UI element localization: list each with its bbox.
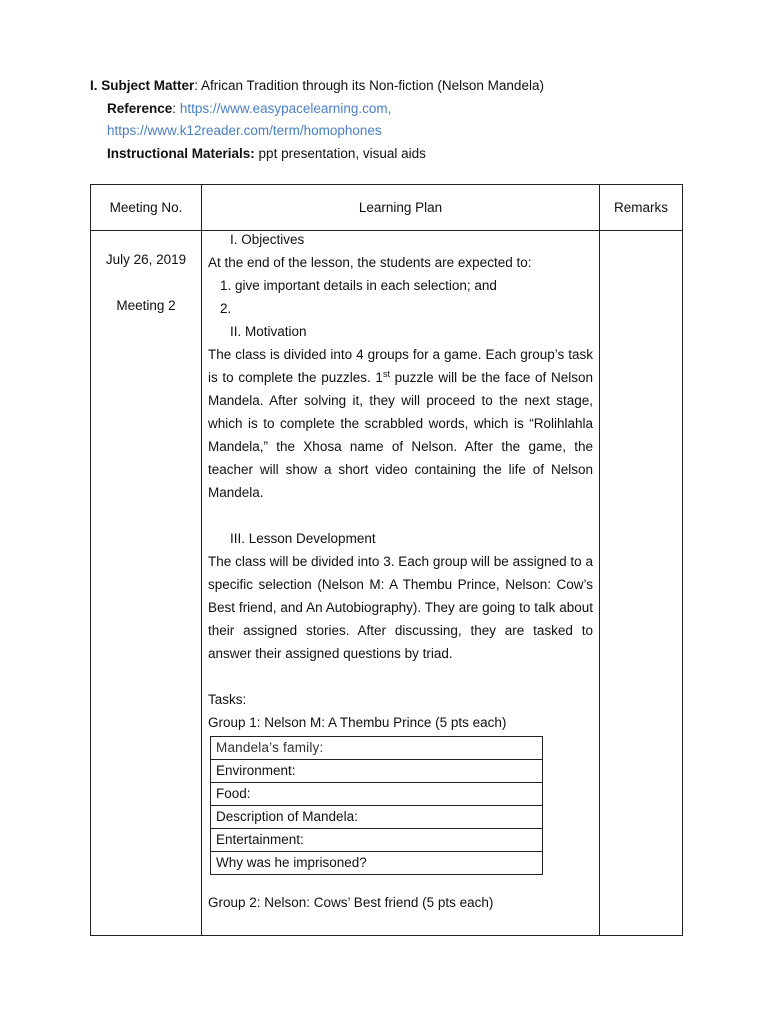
motivation-text-a: The class is divided into 4 groups for a game. Each group’s task is to complete the puzzles. 1 — [208, 347, 593, 385]
lesson-plan-table — [90, 184, 683, 936]
reference-colon: : — [172, 101, 180, 116]
header-learning-plan: Learning Plan — [202, 185, 600, 231]
task-entertainment: Entertainment: — [211, 829, 543, 852]
motivation-heading: II. Motivation — [230, 324, 307, 339]
reference-link-k12reader[interactable]: https://www.k12reader.com/term/homophones — [107, 123, 382, 138]
table-header-row — [91, 185, 683, 231]
table-body-row — [91, 231, 683, 936]
motivation-text — [208, 343, 593, 504]
header-meeting-no: Meeting No. — [91, 185, 202, 231]
materials-value: ppt presentation, visual aids — [254, 146, 426, 161]
motivation-text-b: puzzle will be the face of Nelson Mandela. After solving it, they will proceed to the next stage, which is to complete the scrabbled words, which is “Rolihlahla Mandela,” the Xhosa name of Nelson. After the game, the teacher will show a short video containing the life of Nelson Mandela. — [208, 370, 593, 500]
table-row — [211, 783, 543, 806]
task-environment: Environment: — [211, 760, 543, 783]
materials-label: Instructional Materials: — [107, 146, 255, 161]
objective-2: 2. — [220, 301, 232, 316]
meeting-cell — [91, 231, 202, 936]
lesson-development-text: The class will be divided into 3. Each group will be assigned to a specific selection (Nelson M: A Thembu Prince, Nelson: Cow’s Best friend, and An Autobiography). They are going to talk about their assigned stories. After discussing, they are tasked to answer their assigned questions by triad. — [208, 554, 593, 661]
subject-matter-label: I. Subject Matter — [90, 78, 195, 93]
tasks-label: Tasks: — [208, 692, 247, 707]
group1-task-table — [210, 736, 543, 875]
lesson-development-heading: III. Lesson Development — [230, 531, 376, 546]
table-row — [211, 760, 543, 783]
header-remarks: Remarks — [600, 185, 683, 231]
group2-label: Group 2: Nelson: Cows’ Best friend (5 pts each) — [208, 895, 494, 910]
table-row — [211, 829, 543, 852]
reference-line — [107, 100, 391, 118]
objectives-heading: I. Objectives — [230, 232, 305, 247]
reference-link-easypace[interactable]: https://www.easypacelearning.com, — [179, 101, 392, 116]
motivation-superscript: st — [382, 369, 390, 379]
group1-label: Group 1: Nelson M: A Thembu Prince (5 pts each) — [208, 715, 507, 730]
table-row — [211, 737, 543, 760]
subject-matter-value: : African Tradition through its Non-fiction (Nelson Mandela) — [194, 78, 544, 93]
meeting-date: July 26, 2019 — [105, 252, 187, 267]
task-description: Description of Mandela: — [211, 806, 543, 829]
meeting-number: Meeting 2 — [116, 298, 176, 313]
table-row — [211, 806, 543, 829]
task-imprisoned: Why was he imprisoned? — [211, 852, 543, 875]
reference-line-2 — [107, 122, 382, 140]
task-food: Food: — [211, 783, 543, 806]
table-row — [211, 852, 543, 875]
remarks-cell — [600, 231, 683, 936]
materials-line — [107, 145, 426, 163]
task-mandelas-family: Mandela’s family: — [211, 737, 543, 760]
objective-1: 1. give important details in each selection; and — [220, 278, 497, 293]
learning-plan-cell — [202, 231, 600, 936]
objectives-intro: At the end of the lesson, the students are expected to: — [208, 255, 532, 270]
reference-label: Reference — [107, 101, 173, 116]
subject-matter-line — [90, 77, 544, 95]
